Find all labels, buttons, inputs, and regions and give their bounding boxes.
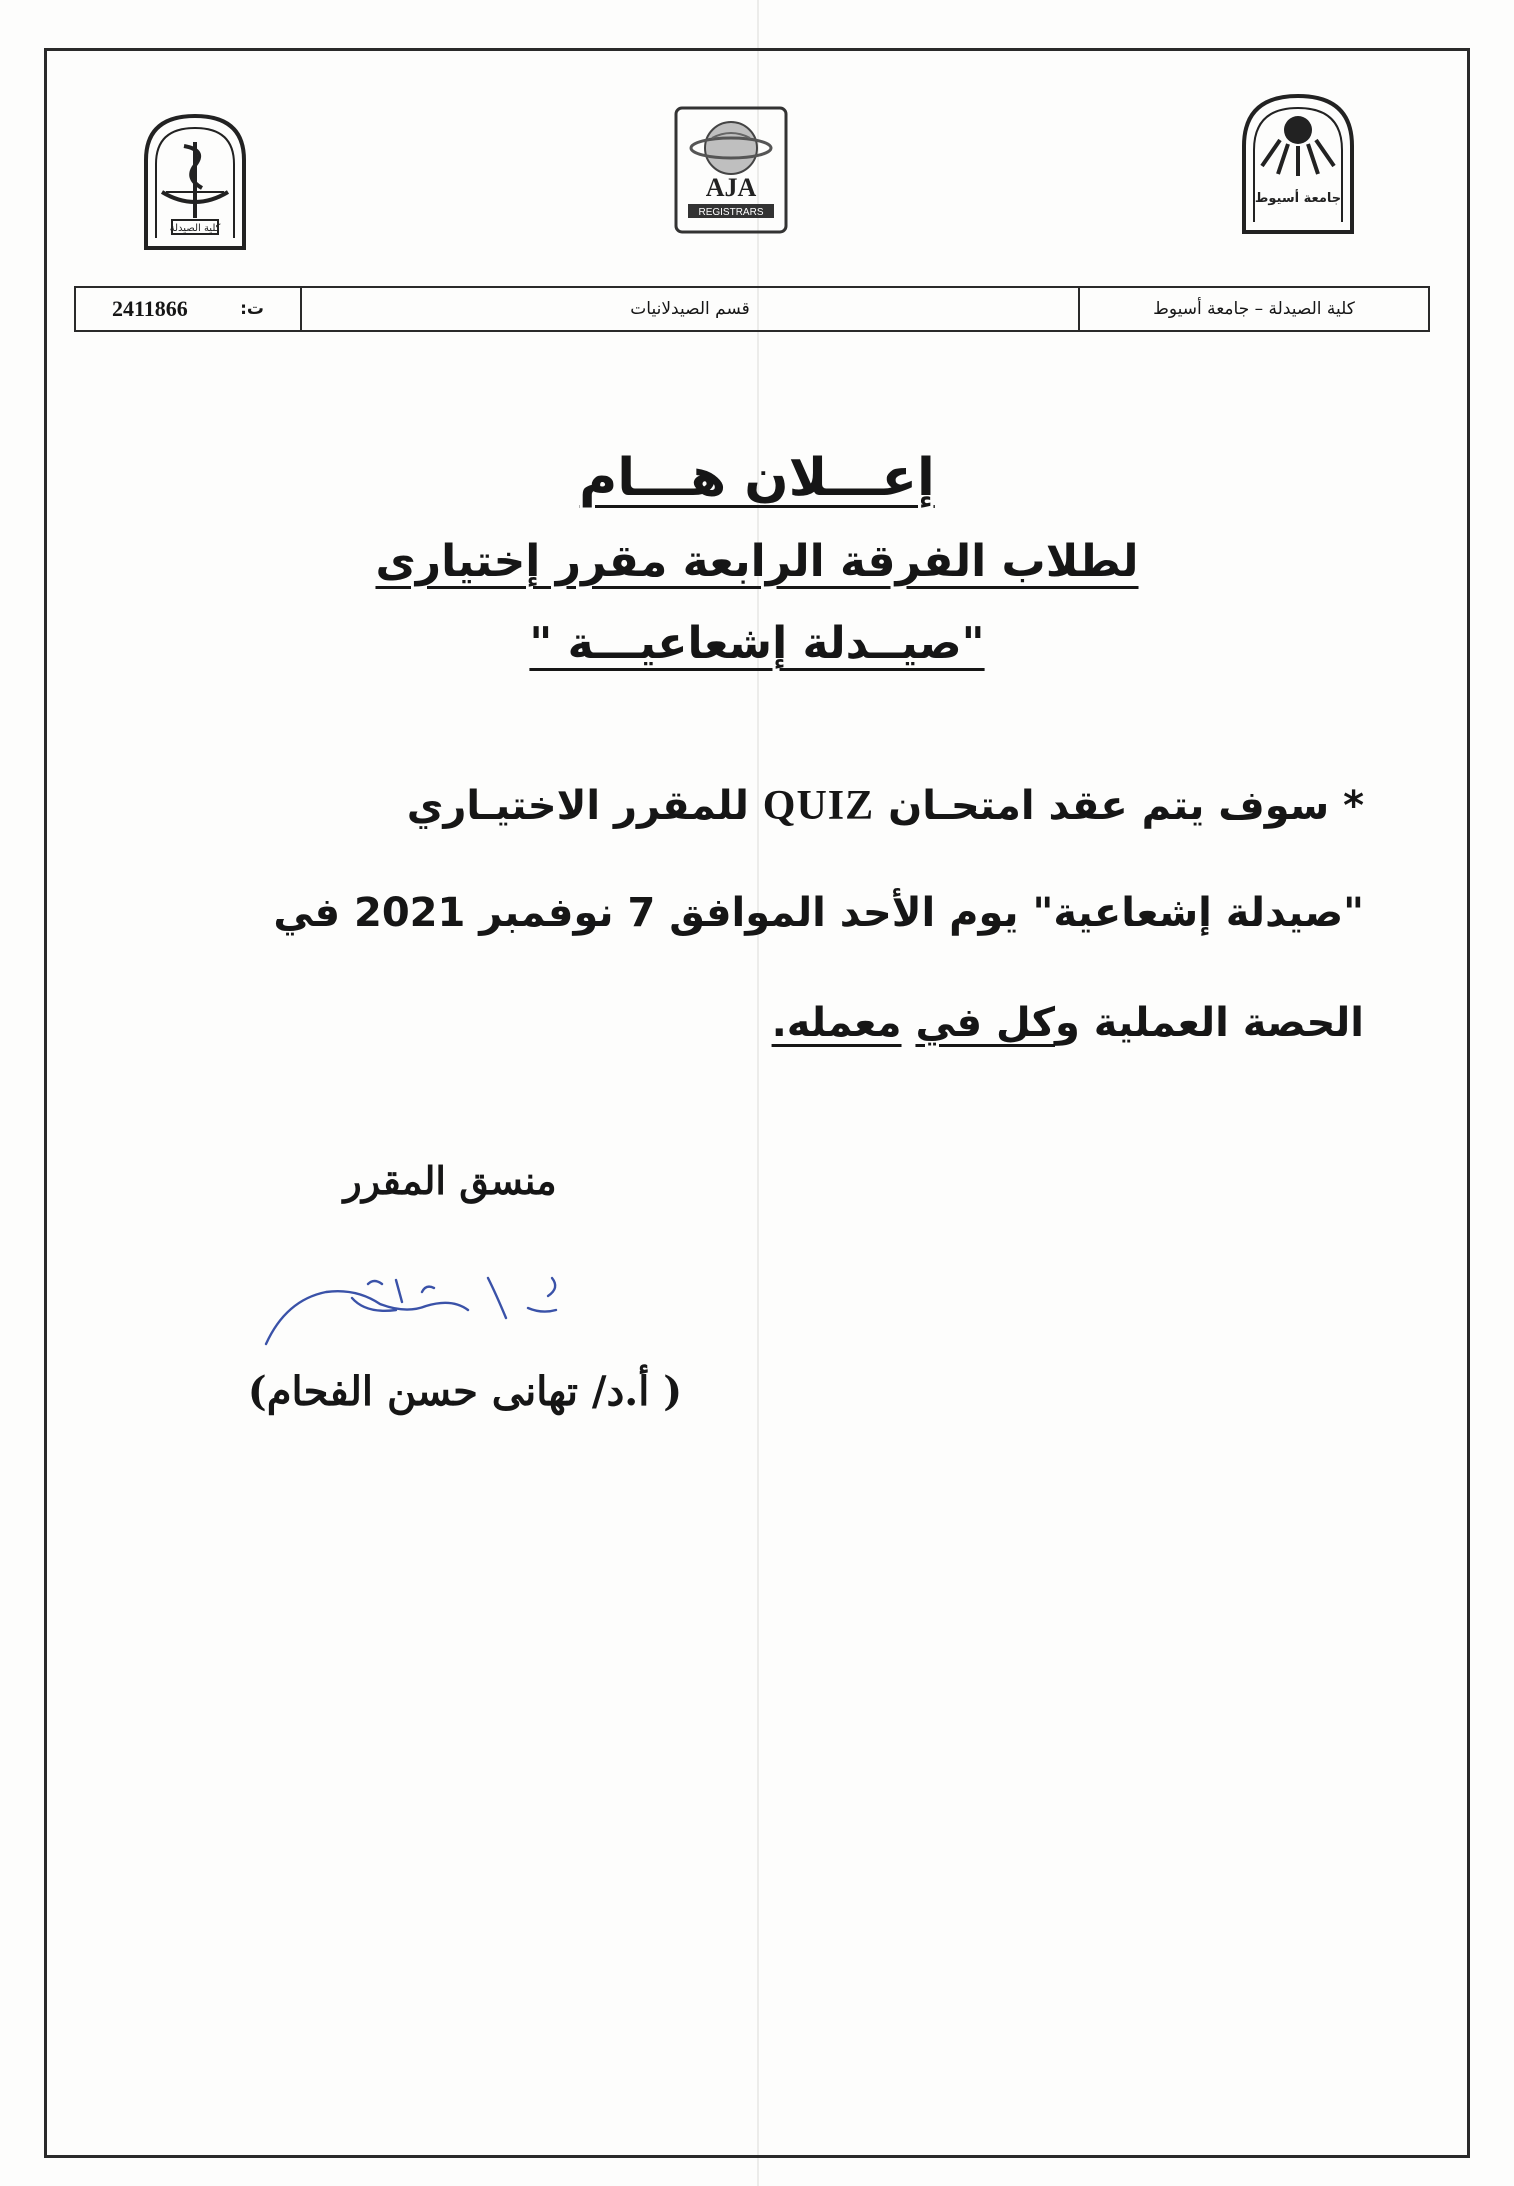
svg-text:جامعة أسيوط: جامعة أسيوط xyxy=(1254,191,1342,206)
announcement-course xyxy=(200,618,1314,669)
body-line-1 xyxy=(150,782,1364,830)
letterhead-bar xyxy=(74,286,1430,332)
handwritten-signature xyxy=(256,1248,576,1358)
pharmacy-faculty-logo-icon xyxy=(136,108,254,252)
title-fourth-year-elective: لطلاب الفرقة الرابعة مقرر إختيارى xyxy=(375,536,1139,587)
svg-text:REGISTRARS: REGISTRARS xyxy=(698,207,764,218)
phone-label: ت: xyxy=(240,299,264,319)
svg-text:كلية الصيدلة: كلية الصيدلة xyxy=(169,223,221,234)
title-important-announcement: إعـــلان هـــام xyxy=(579,448,935,508)
signer-name: ( أ.د/ تهانى حسن الفحام) xyxy=(247,1368,683,1415)
assiut-university-logo-icon xyxy=(1236,90,1360,236)
body-line-2: "صيدلة إشعاعية" يوم الأحد الموافق 7 نوفمبر 2021 في xyxy=(273,890,1364,936)
svg-text:AJA: AJA xyxy=(705,173,757,202)
phone-cell xyxy=(76,288,300,330)
body-line-3-start: الحصة العملية و xyxy=(1055,1000,1364,1046)
page-border xyxy=(44,48,1470,2158)
course-coordinator-label: منسق المقرر xyxy=(343,1158,557,1203)
quiz-word: QUIZ xyxy=(762,783,875,829)
body-line-1-end: للمقرر الاختيـاري xyxy=(406,783,749,829)
department-name: قسم الصيدلانيات xyxy=(300,288,1078,330)
announcement-audience xyxy=(200,536,1314,587)
body-underlined-lab: معمله. xyxy=(771,1000,902,1046)
body-line-1-start: * سوف يتم عقد امتحـان xyxy=(888,783,1364,829)
title-course-name: "صيــدلة إشعاعيـــة " xyxy=(529,618,985,669)
phone-number: 2411866 xyxy=(112,296,188,321)
body-line-3 xyxy=(150,1000,1364,1046)
aja-registrars-logo-icon xyxy=(672,104,790,236)
body-underlined-each-in: كل في xyxy=(915,1000,1056,1046)
announcement-heading xyxy=(200,448,1314,508)
college-name: كلية الصيدلة – جامعة أسيوط xyxy=(1078,288,1428,330)
